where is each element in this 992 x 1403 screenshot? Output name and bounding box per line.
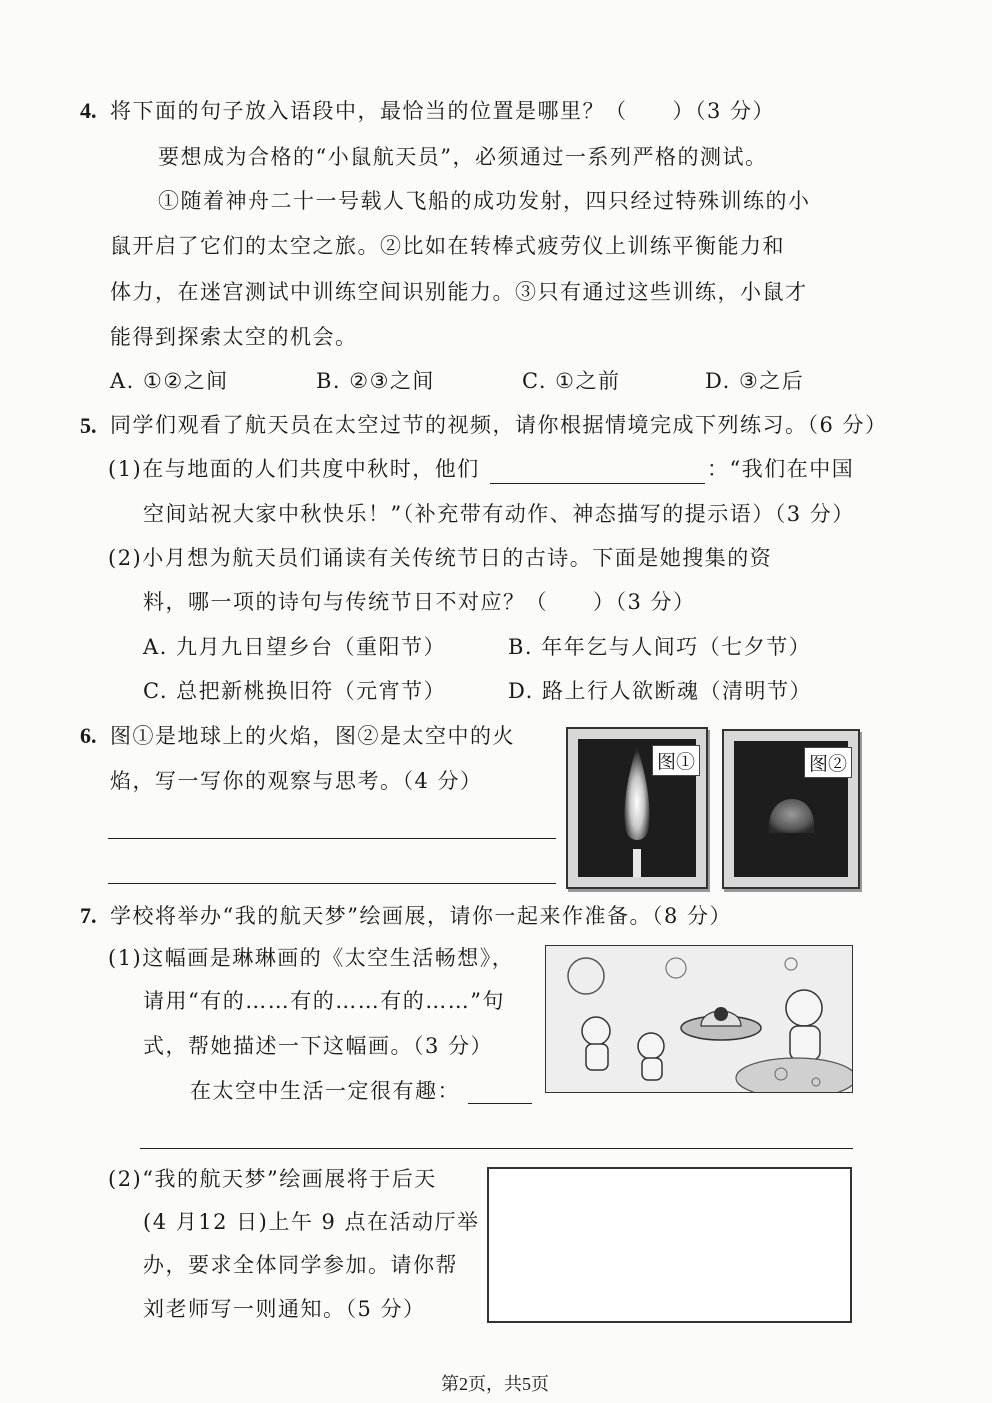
q5-sub1-c: 空间站祝大家中秋快乐！”（补充带有动作、神态描写的提示语）（3 分） [143,502,855,526]
q5-option-a[interactable]: A. 九月九日望乡台（重阳节） [143,635,447,659]
figure-1-earth-flame [566,727,708,889]
q4-option-b[interactable]: B. ②③之间 [316,369,435,393]
figure-2-space-flame [722,729,860,889]
q7-sub1-blank-short[interactable] [468,1103,532,1104]
q4-option-c[interactable]: C. ①之前 [522,369,621,393]
q4-para-line-3: 体力，在迷宫测试中训练空间识别能力。③只有通过这些训练，小鼠才 [110,280,808,304]
q7-number: 7. [80,903,97,928]
q4-option-a[interactable]: A. ①②之间 [110,369,229,393]
figure-1-label: 图① [652,745,700,776]
page-footer: 第2页，共5页 [441,1374,549,1394]
q5-sub2-b: 料，哪一项的诗句与传统节日不对应？（ ）（3 分） [143,590,696,614]
q6-line-1: 图①是地球上的火焰，图②是太空中的火 [110,724,515,748]
q4-prompt: 将下面的句子放入语段中，最恰当的位置是哪里？（ ）（3 分） [110,99,776,123]
q6-answer-line-1[interactable] [108,838,556,839]
q6-answer-line-2[interactable] [108,883,556,884]
q4-option-d[interactable]: D. ③之后 [705,369,805,393]
q7-sub1-line-2: 请用“有的……有的……有的……”句 [143,989,505,1013]
q7-sub1-start: 在太空中生活一定很有趣： [190,1079,460,1103]
q5-option-d[interactable]: D. 路上行人欲断魂（清明节） [508,679,812,703]
q4-para-line-4: 能得到探索太空的机会。 [110,325,358,349]
q5-sub1-answer-blank[interactable] [490,483,705,484]
q7-sub2-line-3: 办，要求全体同学参加。请你帮 [143,1253,458,1277]
q4-para-line-1: ①随着神舟二十一号载人飞船的成功发射，四只经过特殊训练的小 [158,189,811,213]
q7-sub2-line-1: (2)“我的航天梦”绘画展将于后天 [108,1167,437,1191]
space-life-drawing [546,946,852,1092]
q4-number: 4. [80,98,97,123]
q5-sub2-a: (2)小月想为航天员们诵读有关传统节日的古诗。下面是她搜集的资 [108,546,773,570]
q5-sub1-b: ：“我们在中国 [707,457,855,481]
q5-sub1-a: (1)在与地面的人们共度中秋时，他们 [108,457,480,481]
notice-answer-box[interactable] [487,1167,852,1323]
q4-quote: 要想成为合格的“小鼠航天员”，必须通过一系列严格的测试。 [158,145,768,169]
q5-option-b[interactable]: B. 年年乞与人间巧（七夕节） [508,635,812,659]
q7-prompt: 学校将举办“我的航天梦”绘画展，请你一起来作准备。（8 分） [110,904,733,928]
q5-prompt: 同学们观看了航天员在太空过节的视频，请你根据情境完成下列练习。（6 分） [110,413,888,437]
figure-2-label: 图② [804,747,852,778]
space-life-painting [545,945,853,1093]
q6-number: 6. [80,723,97,748]
q4-para-line-2: 鼠开启了它们的太空之旅。②比如在转棒式疲劳仪上训练平衡能力和 [110,234,785,258]
q7-sub1-blank-long[interactable] [140,1148,853,1149]
q7-sub2-line-2: (4 月12 日)上午 9 点在活动厅举 [143,1210,480,1234]
q7-sub2-line-4: 刘老师写一则通知。（5 分） [143,1297,426,1321]
q6-line-2: 焰，写一写你的观察与思考。（4 分） [110,769,483,793]
q7-sub1-line-1: (1)这幅画是琳琳画的《太空生活畅想》， [108,946,515,970]
q5-option-c[interactable]: C. 总把新桃换旧符（元宵节） [143,679,447,703]
q5-number: 5. [80,413,97,438]
q7-sub1-line-3: 式，帮她描述一下这幅画。（3 分） [143,1034,494,1058]
